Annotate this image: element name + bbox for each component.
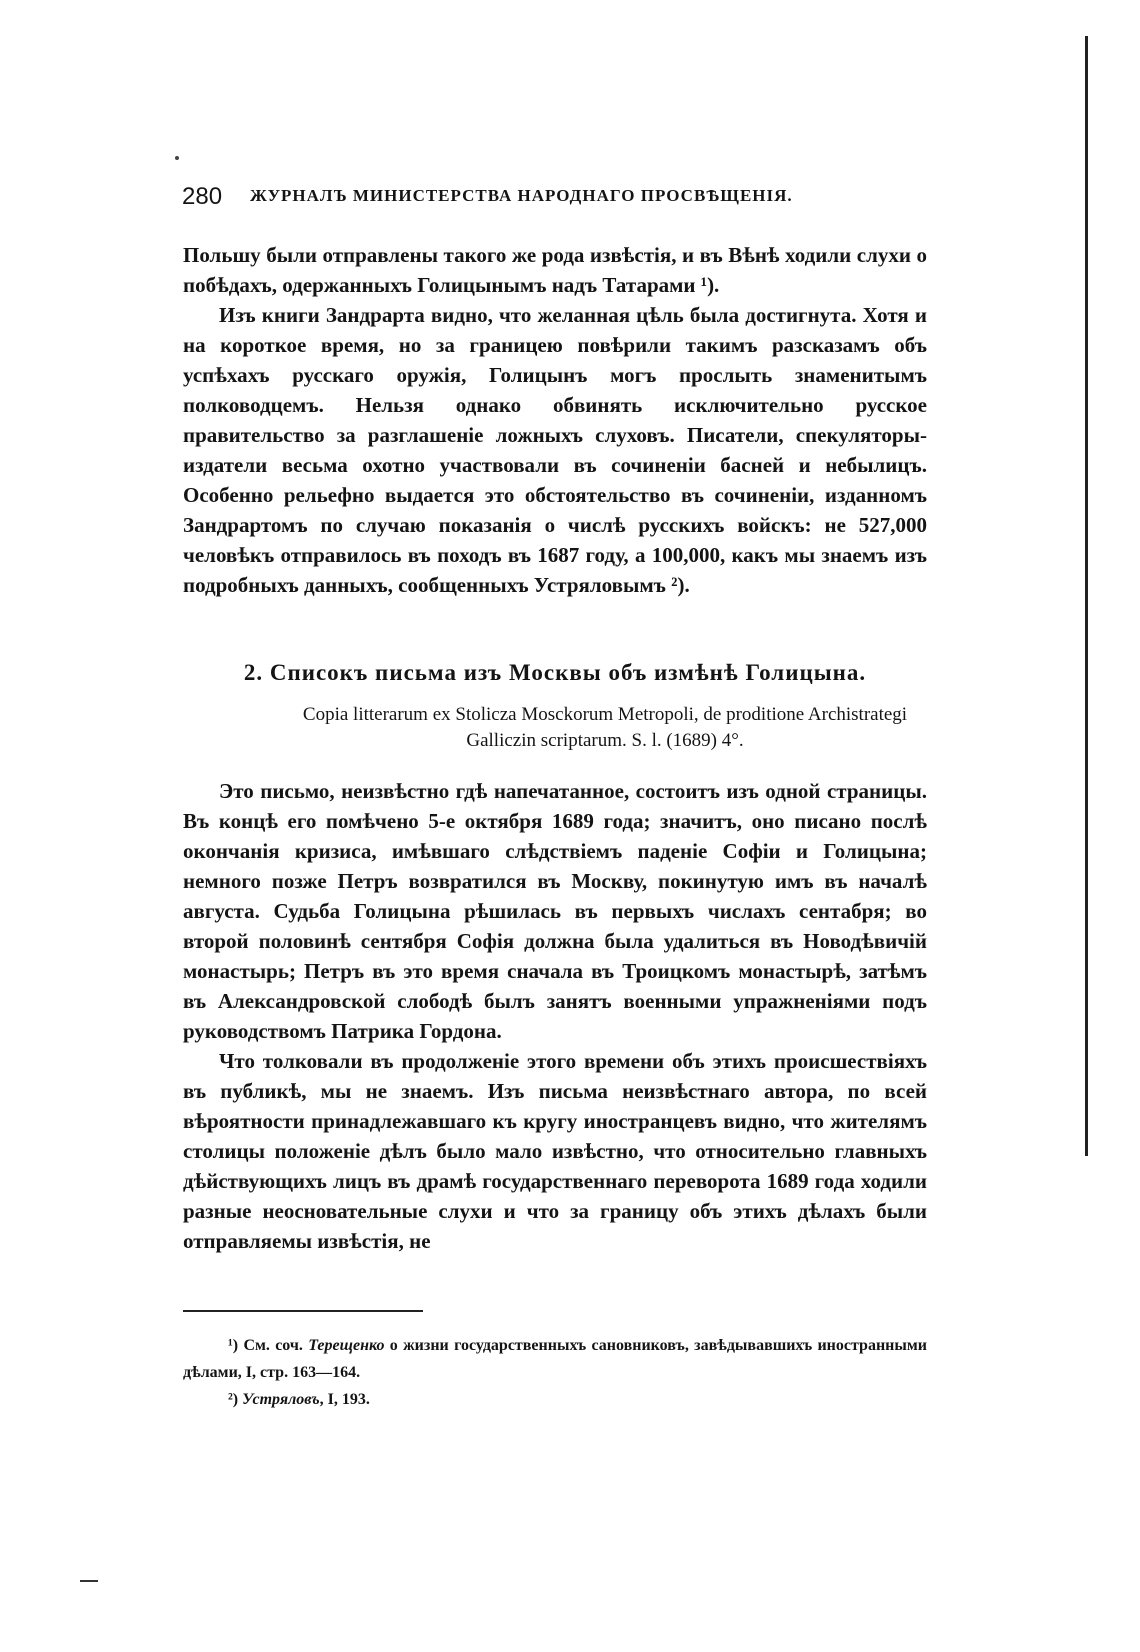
- footnote-divider: [183, 1310, 423, 1312]
- footnote-text: См. соч.: [243, 1337, 303, 1354]
- citation-line: Copia litterarum ex Stolicza Mosckorum Metropoli, de proditione Archistrategi: [302, 704, 908, 725]
- latin-citation: [300, 702, 910, 754]
- footnote-1: [183, 1332, 927, 1386]
- citation-line: Galliczin scriptarum. S. l. (1689) 4°.: [466, 730, 744, 751]
- footnote-author: Устряловъ: [242, 1391, 320, 1408]
- page-number: 280: [182, 183, 223, 210]
- page-header: [182, 183, 922, 213]
- scan-mark: [80, 1580, 98, 1582]
- body-text-part1: [183, 240, 927, 600]
- paragraph: Что толковали въ продолженіе этого времени объ этихъ происшествіяхъ въ публикѣ, мы не знаемъ. Изъ письма неизвѣстнаго автора, по всей вѣроятности принадлежавшаго къ кругу иностранцевъ видно, что жителямъ столицы положеніе дѣлъ было мало извѣстно, что относительно главныхъ дѣйствующихъ лицъ въ драмѣ государственнаго переворота 1689 года ходили разные неосновательные слухи и что за границу объ этихъ дѣлахъ были отправляемы извѣстія, не: [183, 1049, 927, 1253]
- scan-speck: [175, 156, 179, 160]
- footnote-marker: ²): [228, 1391, 239, 1408]
- footnote-marker: ¹): [228, 1337, 239, 1354]
- footnotes: [183, 1332, 927, 1413]
- paragraph: Польшу были отправлены такого же рода извѣстія, и въ Вѣнѣ ходили слухи о побѣдахъ, одержанныхъ Голицынымъ надъ Татарами ¹).: [183, 243, 927, 297]
- running-title: ЖУРНАЛЪ МИНИСТЕРСТВА НАРОДНАГО ПРОСВѢЩЕНІЯ.: [250, 186, 793, 205]
- section-heading: 2. Списокъ письма изъ Москвы объ измѣнѣ Голицына.: [243, 660, 867, 685]
- footnote-author: Терещенко: [308, 1337, 385, 1354]
- paragraph: Изъ книги Зандрарта видно, что желанная цѣль была достигнута. Хотя и на короткое время, но за границею повѣрили такимъ разсказамъ объ успѣхахъ русскаго оружія, Голицынъ могъ прослыть знаменитымъ полководцемъ. Нельзя однако обвинять исключительно русское правительство за разглашеніе ложныхъ слуховъ. Писатели, спекуляторы-издатели весьма охотно участвовали въ сочиненіи басней и небылицъ. Особенно рельефно выдается это обстоятельство въ сочиненіи, изданномъ Зандрартомъ по случаю показанія о числѣ русскихъ войскъ: не 527,000 человѣкъ отправилось въ походъ въ 1687 году, а 100,000, какъ мы знаемъ изъ подробныхъ данныхъ, сообщенныхъ Устряловымъ ²).: [183, 303, 927, 597]
- footnote-2: [183, 1386, 927, 1413]
- footnote-text: , I, 193.: [319, 1391, 370, 1408]
- paragraph: Это письмо, неизвѣстно гдѣ напечатанное, состоитъ изъ одной страницы. Въ концѣ его помѣчено 5-е октября 1689 года; значитъ, оно писано послѣ окончанія кризиса, имѣвшаго слѣдствіемъ паденіе Софіи и Голицына; немного позже Петръ возвратился въ Москву, покинутую имъ въ началѣ августа. Судьба Голицына рѣшилась въ первыхъ числахъ сентабря; во второй половинѣ сентября Софія должна была удалиться въ Новодѣвичій монастырь; Петръ въ это время сначала въ Троицкомъ монастырѣ, затѣмъ въ Александровской слободѣ былъ занятъ военными упражненіями подъ руководствомъ Патрика Гордона.: [183, 779, 927, 1043]
- page-edge-line: [1085, 36, 1088, 1156]
- body-text-part2: [183, 776, 927, 1256]
- footnote-text: о жизни государственныхъ сановниковъ, завѣдывавшихъ иностранными дѣлами, I, стр. 163—164.: [183, 1337, 927, 1381]
